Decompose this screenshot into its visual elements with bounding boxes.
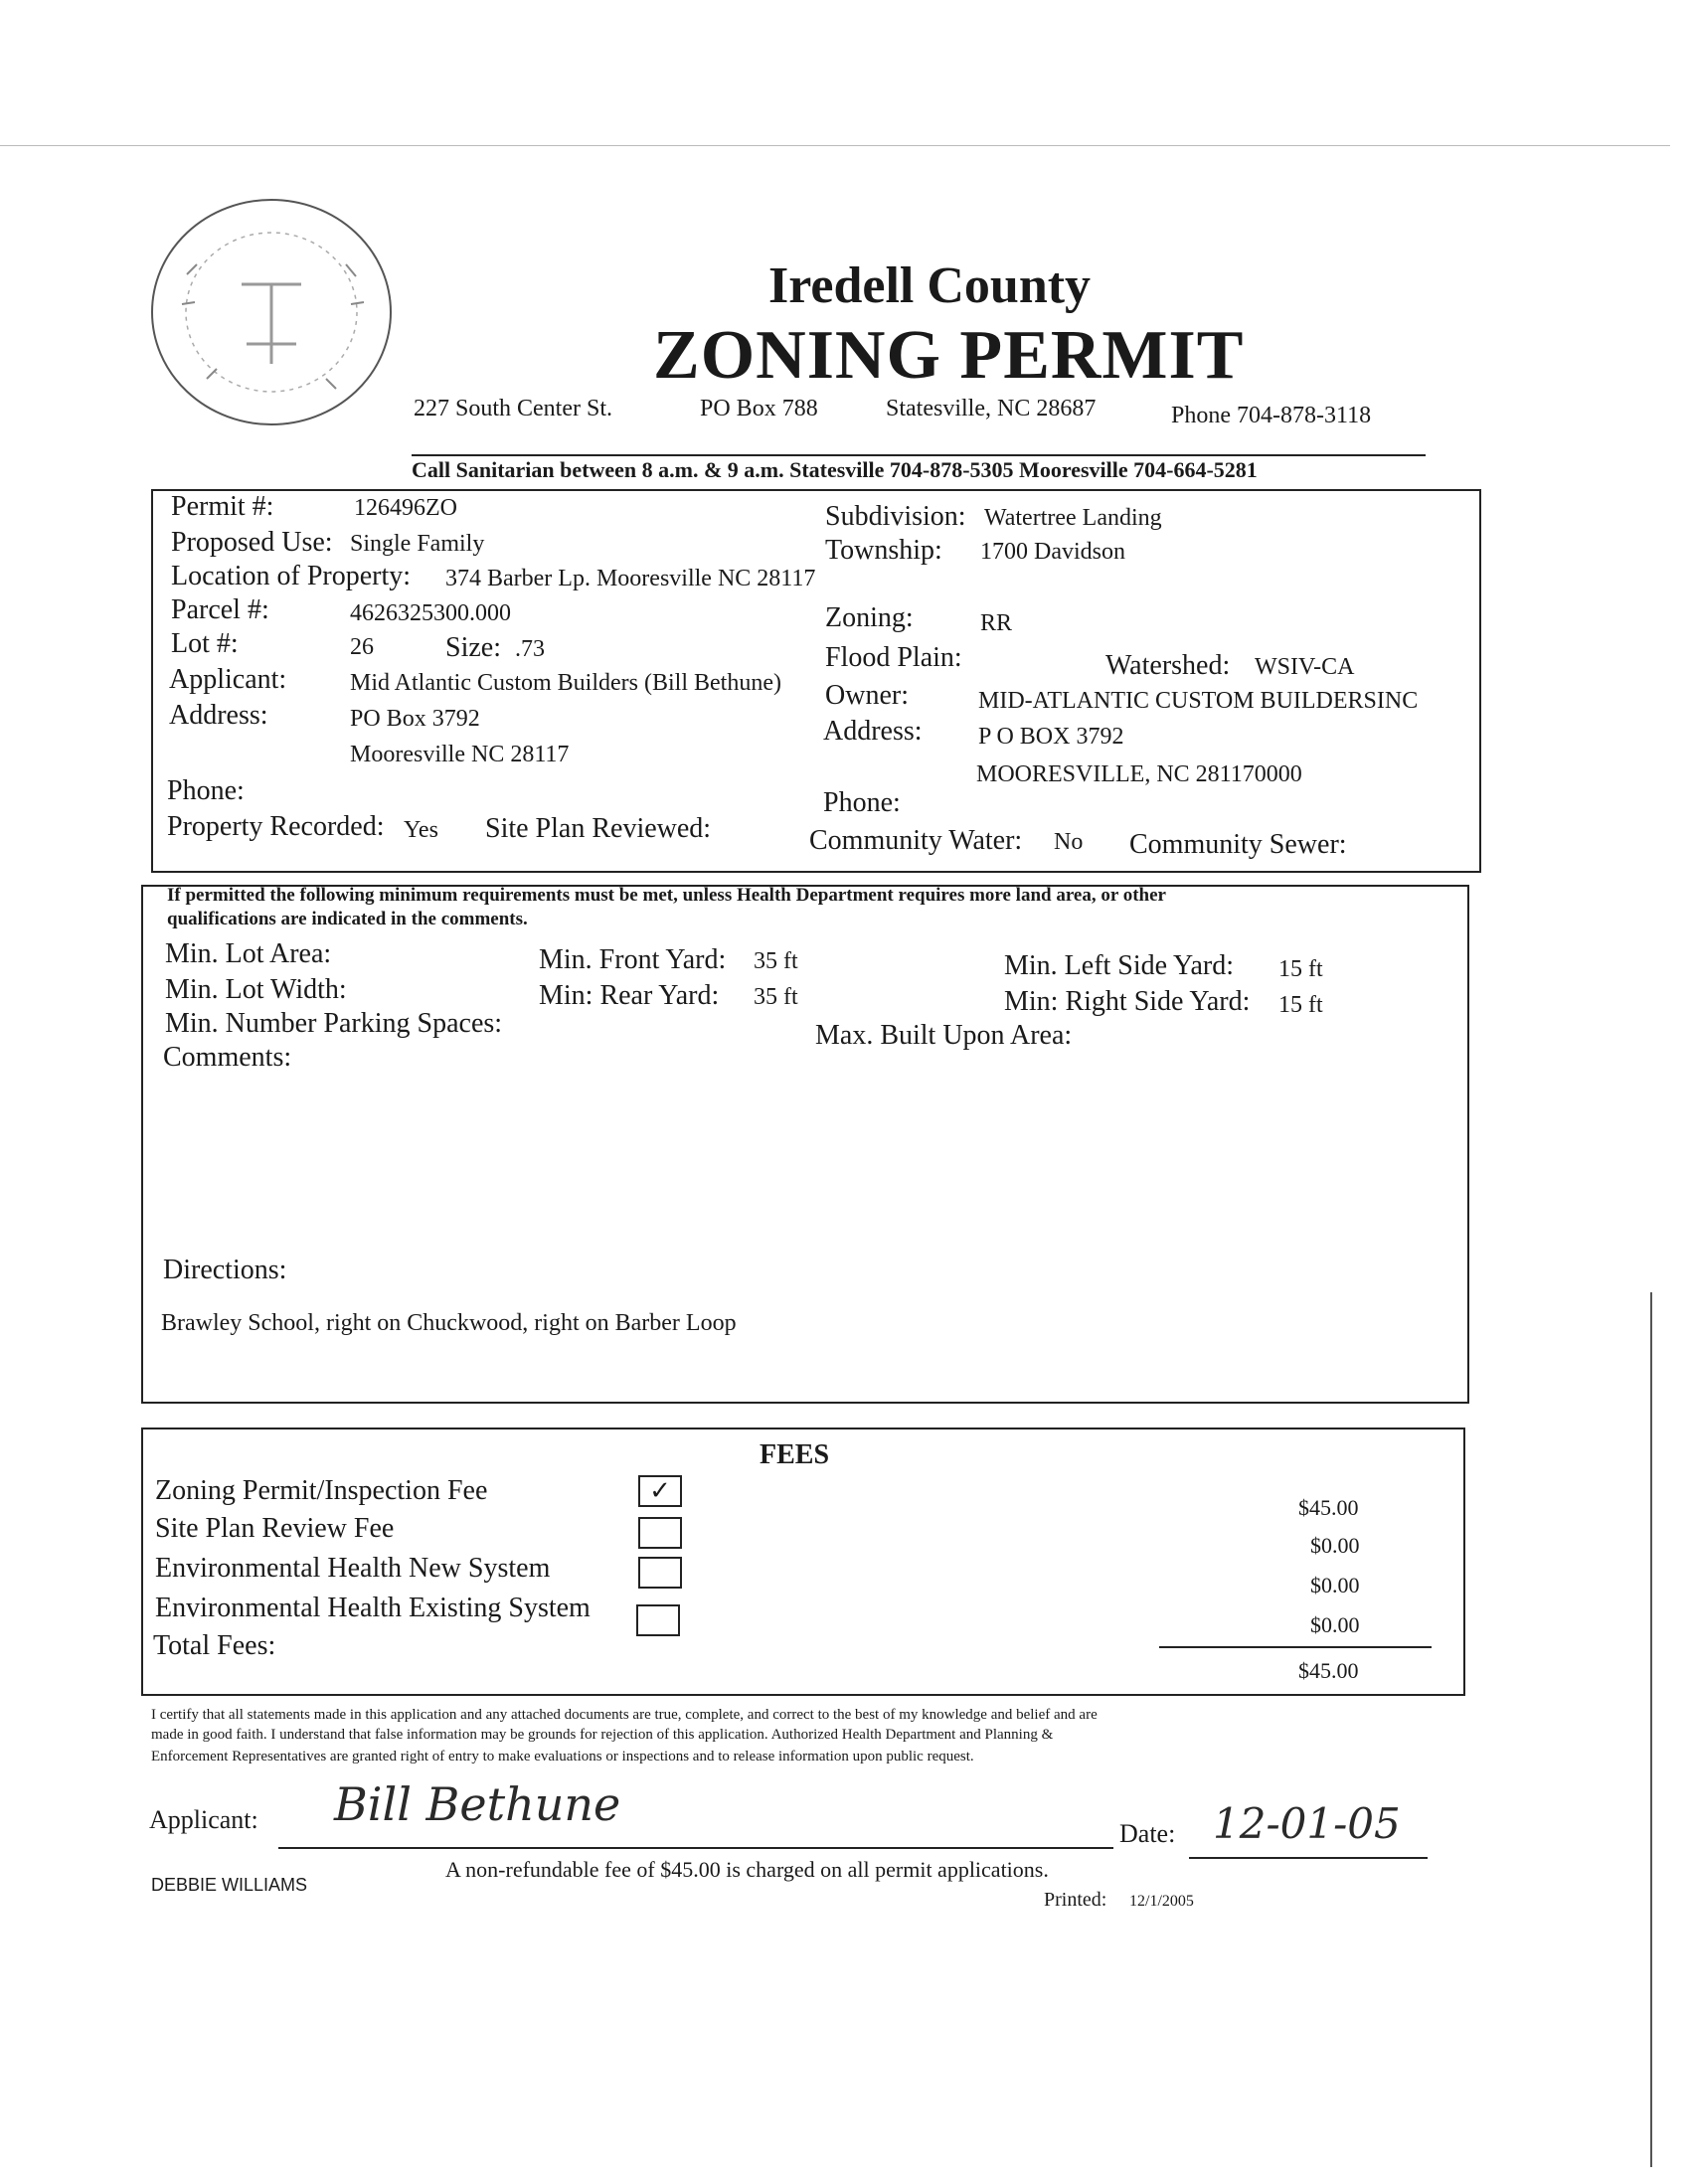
county-seal-icon bbox=[147, 195, 396, 429]
total-fees-label: Total Fees: bbox=[153, 1630, 276, 1661]
location: 374 Barber Lp. Mooresville NC 28117 bbox=[445, 566, 816, 591]
address-label: Address: bbox=[169, 700, 268, 731]
fees-title: FEES bbox=[760, 1439, 830, 1470]
right-side-yard: 15 ft bbox=[1278, 992, 1323, 1018]
recorded-value: Yes bbox=[404, 817, 438, 843]
owner-address-1: P O BOX 3792 bbox=[978, 724, 1124, 750]
zoning-label: Zoning: bbox=[825, 602, 914, 633]
sanitarian-notice: Call Sanitarian between 8 a.m. & 9 a.m. Statesville 704-878-5305 Mooresville 704-664-5281 bbox=[412, 457, 1258, 482]
applicant-address-1: PO Box 3792 bbox=[350, 706, 480, 732]
permit-number-label: Permit #: bbox=[171, 491, 274, 522]
fee-checkbox-eh-new[interactable] bbox=[638, 1557, 682, 1589]
fee-notice: A non-refundable fee of $45.00 is charged on all permit applications. bbox=[445, 1857, 1049, 1882]
flood-plain-label: Flood Plain: bbox=[825, 642, 962, 673]
county-name: Iredell County bbox=[768, 257, 1092, 314]
directions-label: Directions: bbox=[163, 1255, 287, 1285]
fee-checkbox-eh-existing[interactable] bbox=[636, 1604, 680, 1636]
scan-edge-line bbox=[1650, 1292, 1652, 2167]
owner-name: MID-ATLANTIC CUSTOM BUILDERSINC bbox=[978, 688, 1419, 714]
total-fees: $45.00 bbox=[1298, 1658, 1359, 1683]
location-label: Location of Property: bbox=[171, 561, 412, 591]
header-city: Statesville, NC 28687 bbox=[886, 396, 1097, 421]
township-label: Township: bbox=[825, 535, 942, 566]
community-sewer-label: Community Sewer: bbox=[1129, 829, 1347, 860]
rear-yard-label: Min: Rear Yard: bbox=[539, 980, 720, 1011]
applicant-address-2: Mooresville NC 28117 bbox=[350, 742, 570, 767]
left-side-yard-label: Min. Left Side Yard: bbox=[1004, 950, 1234, 981]
owner-address-2: MOORESVILLE, NC 281170000 bbox=[976, 761, 1302, 787]
fee-amount-eh-new: $0.00 bbox=[1310, 1573, 1360, 1597]
comments-label: Comments: bbox=[163, 1042, 292, 1073]
fee-checkbox-site-plan[interactable] bbox=[638, 1517, 682, 1549]
fee-amount-eh-existing: $0.00 bbox=[1310, 1612, 1360, 1637]
max-built-area-label: Max. Built Upon Area: bbox=[815, 1020, 1073, 1051]
fee-label-site-plan: Site Plan Review Fee bbox=[155, 1513, 395, 1544]
fee-amount-site-plan: $0.00 bbox=[1310, 1533, 1360, 1558]
date-line bbox=[1189, 1857, 1428, 1859]
parcel-number: 4626325300.000 bbox=[350, 600, 511, 626]
certification-line-1: I certify that all statements made in this application and any attached documents are true, complete, and correct to the best of my knowledge and belief and are bbox=[151, 1707, 1098, 1723]
proposed-use-label: Proposed Use: bbox=[171, 527, 333, 558]
fee-label-zoning: Zoning Permit/Inspection Fee bbox=[155, 1475, 488, 1506]
directions: Brawley School, right on Chuckwood, right on Barber Loop bbox=[161, 1310, 737, 1336]
parking-label: Min. Number Parking Spaces: bbox=[165, 1008, 503, 1039]
phone-label: Phone: bbox=[167, 775, 245, 806]
printed-date: 12/1/2005 bbox=[1129, 1893, 1194, 1910]
min-lot-width-label: Min. Lot Width: bbox=[165, 974, 347, 1005]
lot-number: 26 bbox=[350, 634, 374, 660]
watershed-label: Watershed: bbox=[1105, 650, 1231, 681]
fee-checkbox-zoning[interactable]: ✓ bbox=[638, 1475, 682, 1507]
signature-applicant-label: Applicant: bbox=[149, 1805, 258, 1834]
signed-date: 12-01-05 bbox=[1213, 1799, 1401, 1848]
applicant-name: Mid Atlantic Custom Builders (Bill Bethune) bbox=[350, 670, 781, 696]
watershed: WSIV-CA bbox=[1255, 654, 1355, 680]
clerk-name: DEBBIE WILLIAMS bbox=[151, 1875, 308, 1895]
front-yard-label: Min. Front Yard: bbox=[539, 944, 727, 975]
fee-amount-zoning: $45.00 bbox=[1298, 1495, 1359, 1520]
permit-number: 126496ZO bbox=[354, 495, 457, 521]
min-lot-area-label: Min. Lot Area: bbox=[165, 938, 332, 969]
right-side-yard-label: Min: Right Side Yard: bbox=[1004, 986, 1251, 1017]
lot-size: .73 bbox=[515, 636, 545, 662]
header-phone: Phone 704-878-3118 bbox=[1171, 403, 1372, 428]
requirements-notice-2: qualifications are indicated in the comments. bbox=[167, 909, 528, 929]
applicant-label: Applicant: bbox=[169, 664, 287, 695]
total-divider bbox=[1159, 1646, 1432, 1648]
requirements-notice: If permitted the following minimum requirements must be met, unless Health Department requires more land area, or other bbox=[167, 885, 1166, 906]
header-po-box: PO Box 788 bbox=[700, 396, 818, 421]
parcel-label: Parcel #: bbox=[171, 594, 269, 625]
scan-artifact-line bbox=[0, 145, 1670, 146]
subdivision-label: Subdivision: bbox=[825, 501, 966, 532]
community-water-label: Community Water: bbox=[809, 825, 1023, 856]
certification-line-2: made in good faith. I understand that false information may be grounds for rejection of this application. Authorized Health Department and Planning & bbox=[151, 1727, 1054, 1743]
fee-label-eh-new: Environmental Health New System bbox=[155, 1553, 551, 1584]
size-label: Size: bbox=[445, 632, 501, 663]
printed-label: Printed: bbox=[1044, 1889, 1107, 1911]
owner-phone-label: Phone: bbox=[823, 787, 901, 818]
date-label: Date: bbox=[1119, 1819, 1176, 1848]
rear-yard: 35 ft bbox=[754, 984, 798, 1010]
proposed-use: Single Family bbox=[350, 531, 485, 557]
owner-address-label: Address: bbox=[823, 716, 923, 747]
community-water: No bbox=[1054, 829, 1084, 855]
front-yard: 35 ft bbox=[754, 948, 798, 974]
page-title: ZONING PERMIT bbox=[653, 317, 1245, 394]
applicant-signature: Bill Bethune bbox=[334, 1777, 621, 1831]
zoning: RR bbox=[980, 610, 1013, 636]
left-side-yard: 15 ft bbox=[1278, 956, 1323, 982]
recorded-label: Property Recorded: bbox=[167, 811, 385, 842]
fee-label-eh-existing: Environmental Health Existing System bbox=[155, 1593, 591, 1623]
signature-line bbox=[278, 1847, 1113, 1849]
site-plan-label: Site Plan Reviewed: bbox=[485, 813, 712, 844]
header-divider bbox=[412, 454, 1426, 456]
lot-label: Lot #: bbox=[171, 628, 239, 659]
owner-label: Owner: bbox=[825, 680, 909, 711]
certification-line-3: Enforcement Representatives are granted right of entry to make evaluations or inspections and to release information upon public request. bbox=[151, 1749, 974, 1764]
subdivision: Watertree Landing bbox=[984, 505, 1162, 531]
header-street: 227 South Center St. bbox=[414, 396, 613, 421]
township: 1700 Davidson bbox=[980, 539, 1125, 565]
